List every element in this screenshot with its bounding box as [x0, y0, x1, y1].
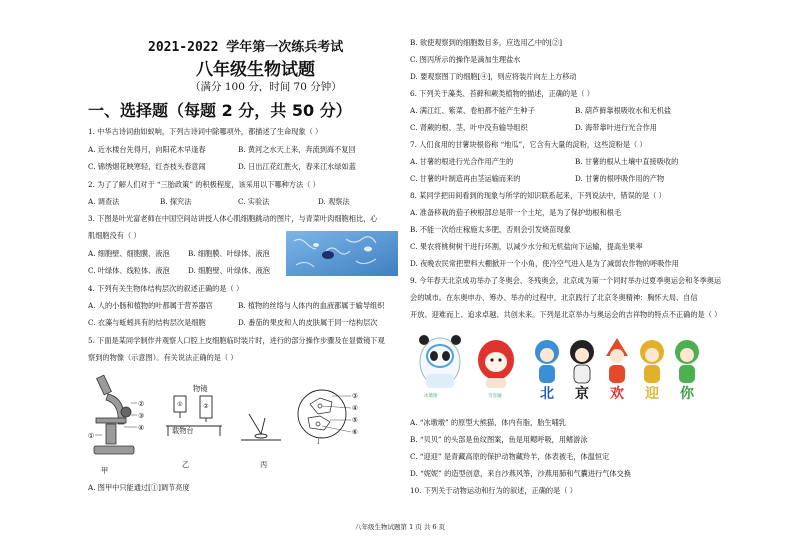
question-9-line2: 会的城市。在东奥申办、筹办、举办的过程中，北京践行了北京冬奥精神：胸怀大局、自信: [410, 293, 698, 302]
cardiomyocyte-photo: [286, 231, 398, 276]
question-4: 4. 下列有关生物体结构层次的叙述正确的是（ ）: [88, 284, 244, 293]
svg-text:②: ②: [138, 400, 145, 408]
figure-label-ding: 丁: [315, 436, 323, 445]
mascot-7-label: 你: [680, 386, 694, 402]
option-4b: B. 植物的丝络与人体内的血液都属于输导组织: [238, 301, 385, 310]
option-6a: A. 满江红、紫菜、卷柏都不能产生种子: [410, 106, 535, 115]
option-4d: D. 番茄的果皮和人的皮肤属于同一结构层次: [238, 318, 378, 327]
question-1: 1. 中华古诗词曲如蚁响，下列古诗词中除哪项外，都描述了生命现象（ ）: [88, 127, 323, 136]
option-9d: D. “妮妮” 的造型创意，来自沙燕风筝，沙燕用肺和气囊进行气体交换: [410, 469, 631, 478]
mascot-2-label: 雪容融: [488, 394, 502, 399]
figure-label-bing: 丙: [260, 460, 268, 469]
question-7: 7. 人们食用的甘薯块根俗称 “地瓜”，它含有大量的淀粉，这些淀粉是（ ）: [410, 140, 647, 149]
option-2a: A. 调查法: [88, 197, 120, 206]
section-heading: 一、选择题（每题 2 分，共 50 分）: [88, 101, 352, 120]
question-9-line3: 开放、迎难而上、追求卓越、共创未来。下列是北京举办与奥运会的吉祥物的特点不正确的是（ ）: [410, 310, 722, 319]
mascot-panda-icon: [419, 335, 461, 388]
question-6: 6. 下列关于藻类、苔藓和蕨类植物的描述，正确的是（ ）: [410, 89, 594, 98]
field-of-view-figure: [296, 384, 368, 446]
mascot-fuwa-yingying-icon: [640, 340, 664, 383]
option-7d: D. 甘薯的根呼吸作用的产物: [575, 174, 665, 183]
option-3c: C. 叶绿体、线粒体、液泡: [88, 266, 170, 275]
option-9b: B. “贝贝” 的头部是鱼纹图案，鱼是用鳃呼吸，用鳍游泳: [410, 435, 588, 444]
svg-text:③: ③: [352, 392, 358, 400]
option-5b: B. 欲使观察到的细胞数目多，应选用乙中的[②]: [410, 38, 563, 47]
question-10: 10. 下列关于动物运动和行为的叙述，正确的是（ ）: [410, 486, 577, 495]
option-6b: B. 葫芦藓靠根吸收水和无机盐: [575, 106, 672, 115]
mascot-5-label: 欢: [610, 386, 624, 402]
option-2c: C. 实验法: [238, 197, 270, 206]
option-8c: C. 果农将桃树树干进行环割，以减少水分和无机盐向下运输，提高坐果率: [410, 242, 643, 251]
dropper-figure: [235, 408, 285, 448]
mascot-1-label: 冰墩墩: [424, 394, 438, 399]
option-7c: C. 甘薯的叶制造再由茎运输而来的: [410, 174, 521, 183]
exam-title: 2021-2022 学年第一次练兵考试: [148, 40, 344, 55]
question-3-line2: 肌细胞没有（ ）: [88, 231, 141, 240]
option-1a: A. 近水楼台先得月，向阳花木早逢春: [88, 145, 206, 154]
option-7b: B. 甘薯的根从土壤中直接吸收的: [575, 157, 679, 166]
page-footer: 八年级生物试题第 1 页 共 6 页: [355, 523, 446, 531]
subject-title: 八年级生物试题: [196, 60, 315, 80]
option-3d: D. 细胞壁、叶绿体、液泡: [188, 266, 270, 275]
mascot-fuwa-jingjing-icon: [570, 340, 594, 383]
option-8d: D. 夜晚农民常把塑料大棚掀开一个小角，使冷空气进入是为了减弱农作物的呼吸作用: [410, 259, 679, 268]
mascot-6-label: 迎: [645, 386, 659, 402]
svg-text:③: ③: [138, 412, 145, 420]
option-5a: A. 图甲中只能通过[①]调节亮度: [88, 483, 190, 492]
option-1d: D. 日出江花红胜火，春来江水绿如蓝: [238, 162, 356, 171]
option-4c: C. 衣藻与蚯蚓具有的结构层次是细胞: [88, 318, 206, 327]
olympic-mascots-image: [412, 330, 708, 408]
figure-label-objective: 物镜: [193, 384, 208, 393]
option-1b: B. 黄河之水天上来，奔流到海不复回: [238, 145, 356, 154]
question-8: 8. 某同学把田间看到的现象与所学的知识联系起来，下列说法中，错误的是（ ）: [410, 191, 666, 200]
question-5-line1: 5. 下面是某同学制作并观察人口腔上皮细胞临时装片时，进行的部分操作步骤及在显微镜下观: [88, 336, 385, 345]
option-3b: B. 细胞膜、叶绿体、液泡: [188, 249, 270, 258]
exam-meta: （满分 100 分，时间 70 分钟）: [190, 81, 342, 93]
option-6c: C. 肾蕨的根、茎、叶中没有输导组织: [410, 123, 528, 132]
mascot-4-label: 京: [575, 386, 589, 402]
option-1c: C. 锦绣烟花映寒轻，红杏枝头春意闹: [88, 162, 206, 171]
option-3a: A. 细胞壁、细胞膜、液泡: [88, 249, 170, 258]
option-8b: B. 不能一次给庄稼施太多肥，否则会引发烧苗现象: [410, 225, 571, 234]
microscope-figure: [86, 372, 156, 464]
mascot-fuwa-huanhuan-icon: [606, 338, 628, 383]
svg-text:①: ①: [88, 432, 95, 440]
svg-text:⑥: ⑥: [352, 428, 358, 436]
question-5-line2: 察到的物像（示意图）。有关说法正确的是（ ）: [88, 353, 238, 362]
option-2b: B. 探究法: [160, 197, 192, 206]
svg-text:④: ④: [138, 424, 145, 432]
figure-label-jia: 甲: [101, 466, 109, 475]
figure-label-yi: 乙: [182, 460, 190, 469]
option-6d: D. 海带靠叶进行光合作用: [575, 123, 657, 132]
option-5d: D. 要观察图丁的细胞[④]，则应将装片向左上方移动: [410, 72, 577, 81]
mascot-lantern-icon: [478, 340, 514, 388]
question-9-line1: 9. 今年春天北京成功举办了冬奥会、冬残奥会，北京成为第一个同时举办过夏季奥运会和冬季奥运: [410, 276, 722, 285]
mascot-fuwa-beibei-icon: [535, 340, 559, 383]
svg-text:④: ④: [352, 404, 358, 412]
question-3-line1: 3. 下图是叶光富老师在中国空间站讲授人体心肌细胞跳动的图片，与青菜叶肉细胞相比，心: [88, 214, 378, 223]
question-2: 2. 为了了解人们对于 “三胎政策” 的积极程度，该采用以下哪种方法（ ）: [88, 180, 320, 189]
option-7a: A. 甘薯的根进行光合作用产生的: [410, 157, 514, 166]
option-4a: A. 人的小肠和植物的叶都属于营养器官: [88, 301, 213, 310]
figure-label-stage: 载物台: [172, 426, 194, 435]
svg-text:②: ②: [203, 403, 209, 410]
option-2d: D. 观察法: [318, 197, 350, 206]
option-9a: A. “冰墩墩” 的原型大熊猫，体内有脂，胎生哺乳: [410, 418, 566, 427]
mascot-fuwa-nini-icon: [675, 340, 699, 383]
option-8a: A. 准备移栽的茄子秧根部总是带一个土坨，是为了保护幼根和根毛: [410, 208, 622, 217]
option-5c: C. 图丙所示的操作是滴加生理盐水: [410, 55, 521, 64]
svg-text:⑤: ⑤: [352, 416, 358, 424]
mascot-3-label: 北: [540, 386, 554, 402]
option-9c: C. “迎迎” 是青藏高原的保护动物藏羚羊，体表被毛，体温恒定: [410, 452, 610, 461]
svg-text:①: ①: [177, 401, 183, 408]
